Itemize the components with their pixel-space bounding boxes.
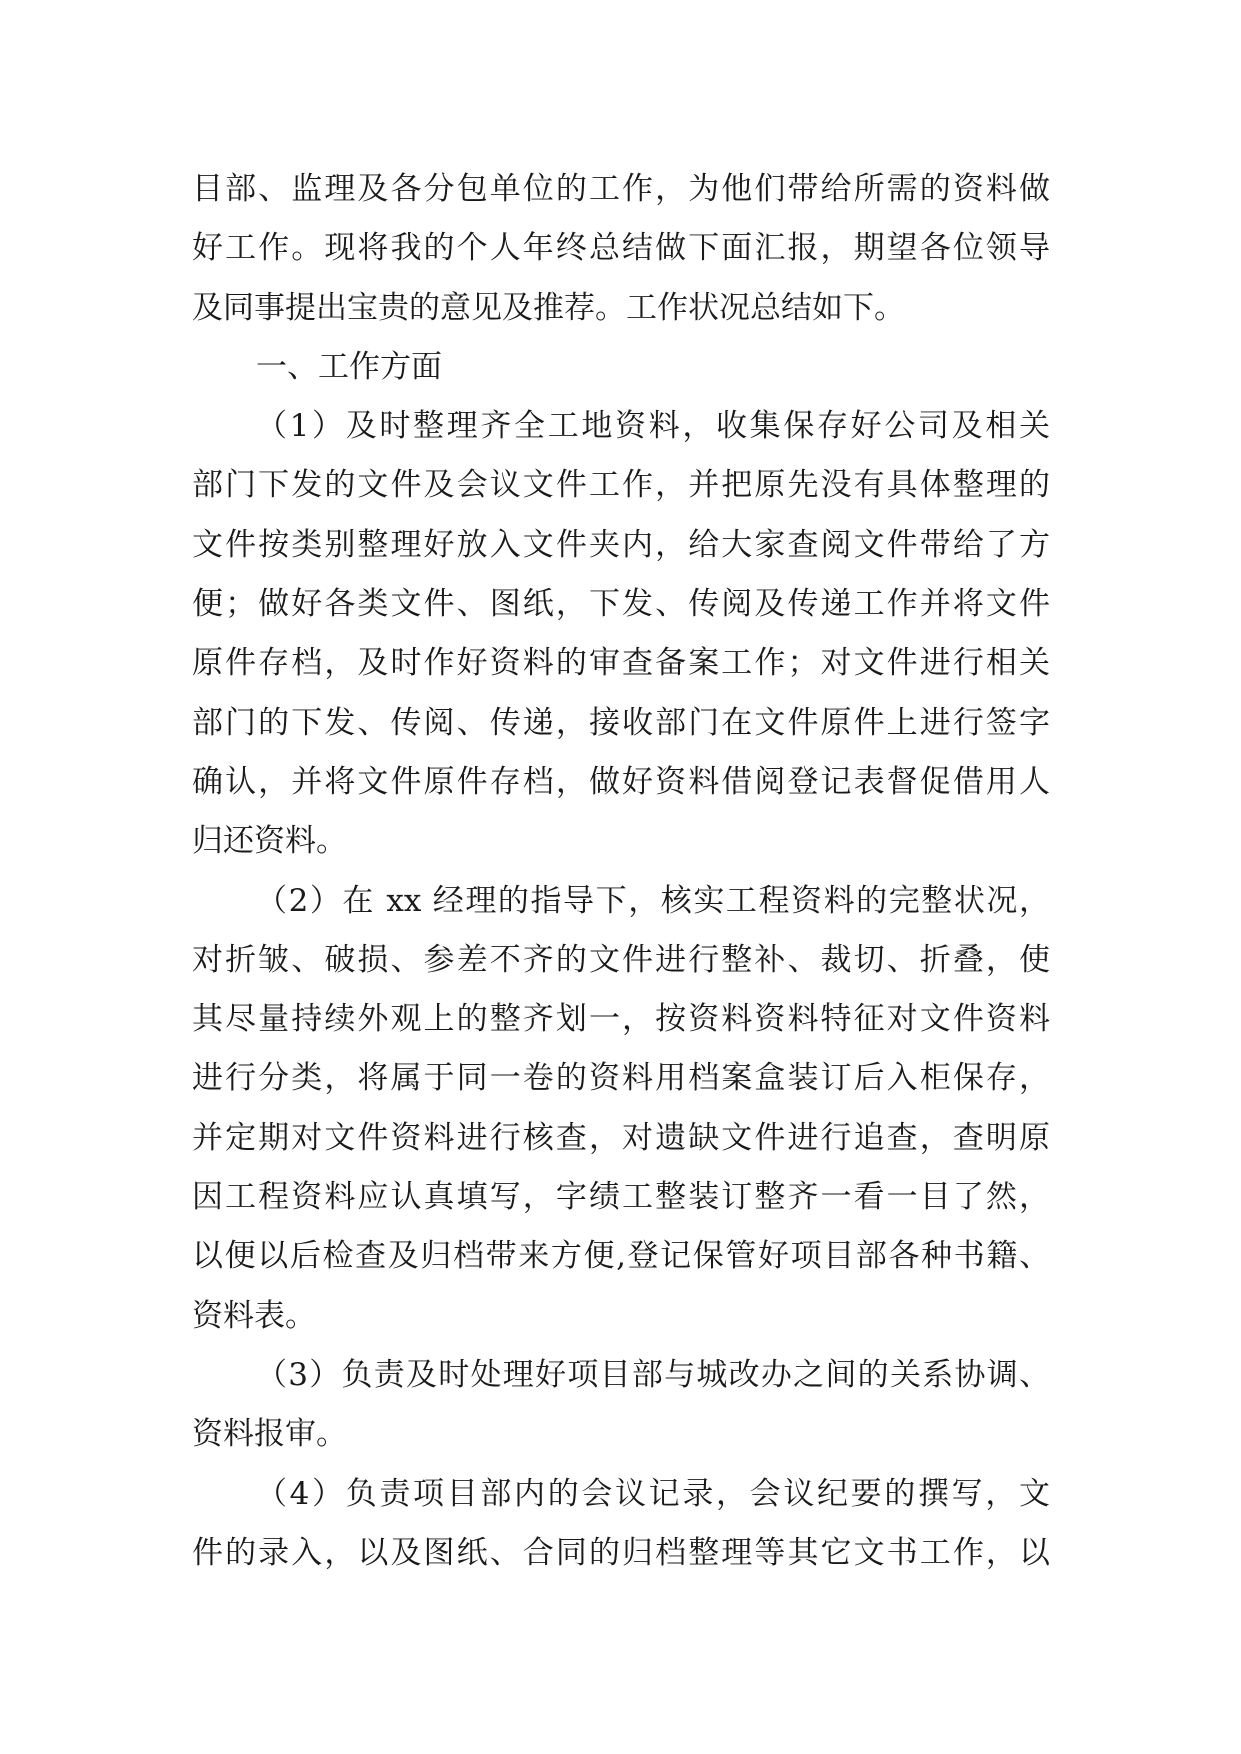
text-line: 原件存档，及时作好资料的审查备案工作；对文件进行相关 <box>192 645 1050 682</box>
section-heading: 一、工作方面 <box>256 348 442 385</box>
text-line: 确认，并将文件原件存档，做好资料借阅登记表督促借用人 <box>192 763 1050 800</box>
text-line: 资料报审。 <box>192 1416 347 1453</box>
text-line: （1）及时整理齐全工地资料，收集保存好公司及相关 <box>256 408 1050 445</box>
text-line: 好工作。现将我的个人年终总结做下面汇报，期望各位领导 <box>192 230 1050 267</box>
text-line: 文件按类别整理好放入文件夹内，给大家查阅文件带给了方 <box>192 526 1050 563</box>
text-line: 目部、监理及各分包单位的工作，为他们带给所需的资料做 <box>192 171 1050 207</box>
text-line: 以便以后检查及归档带来方便,登记保管好项目部各种书籍、 <box>192 1238 1050 1275</box>
text-line: 因工程资料应认真填写，字绩工整装订整齐一看一目了然， <box>192 1179 1050 1216</box>
document-body <box>192 160 1050 1583</box>
text-line: 部门的下发、传阅、传递，接收部门在文件原件上进行签字 <box>192 704 1050 741</box>
text-line: 部门下发的文件及会议文件工作，并把原先没有具体整理的 <box>192 467 1050 504</box>
text-line: 件的录入，以及图纸、合同的归档整理等其它文书工作，以 <box>192 1534 1050 1571</box>
text-line: 对折皱、破损、参差不齐的文件进行整补、裁切、折叠，使 <box>192 941 1050 978</box>
text-line: 其尽量持续外观上的整齐划一，按资料资料特征对文件资料 <box>192 1001 1050 1038</box>
text-line: 及同事提出宝贵的意见及推荐。工作状况总结如下。 <box>192 289 905 326</box>
text-line: （4）负责项目部内的会议记录，会议纪要的撰写，文 <box>256 1475 1050 1512</box>
text-line: 资料表。 <box>192 1297 316 1334</box>
text-line: （3）负责及时处理好项目部与城改办之间的关系协调、 <box>256 1356 1050 1393</box>
text-line: （2）在 xx 经理的指导下，核实工程资料的完整状况， <box>256 882 1050 919</box>
text-line: 归还资料。 <box>192 823 347 860</box>
text-line: 便；做好各类文件、图纸，下发、传阅及传递工作并将文件 <box>192 586 1050 623</box>
text-line: 进行分类，将属于同一卷的资料用档案盒装订后入柜保存， <box>192 1060 1050 1097</box>
text-line: 并定期对文件资料进行核查，对遗缺文件进行追查，查明原 <box>192 1119 1050 1156</box>
